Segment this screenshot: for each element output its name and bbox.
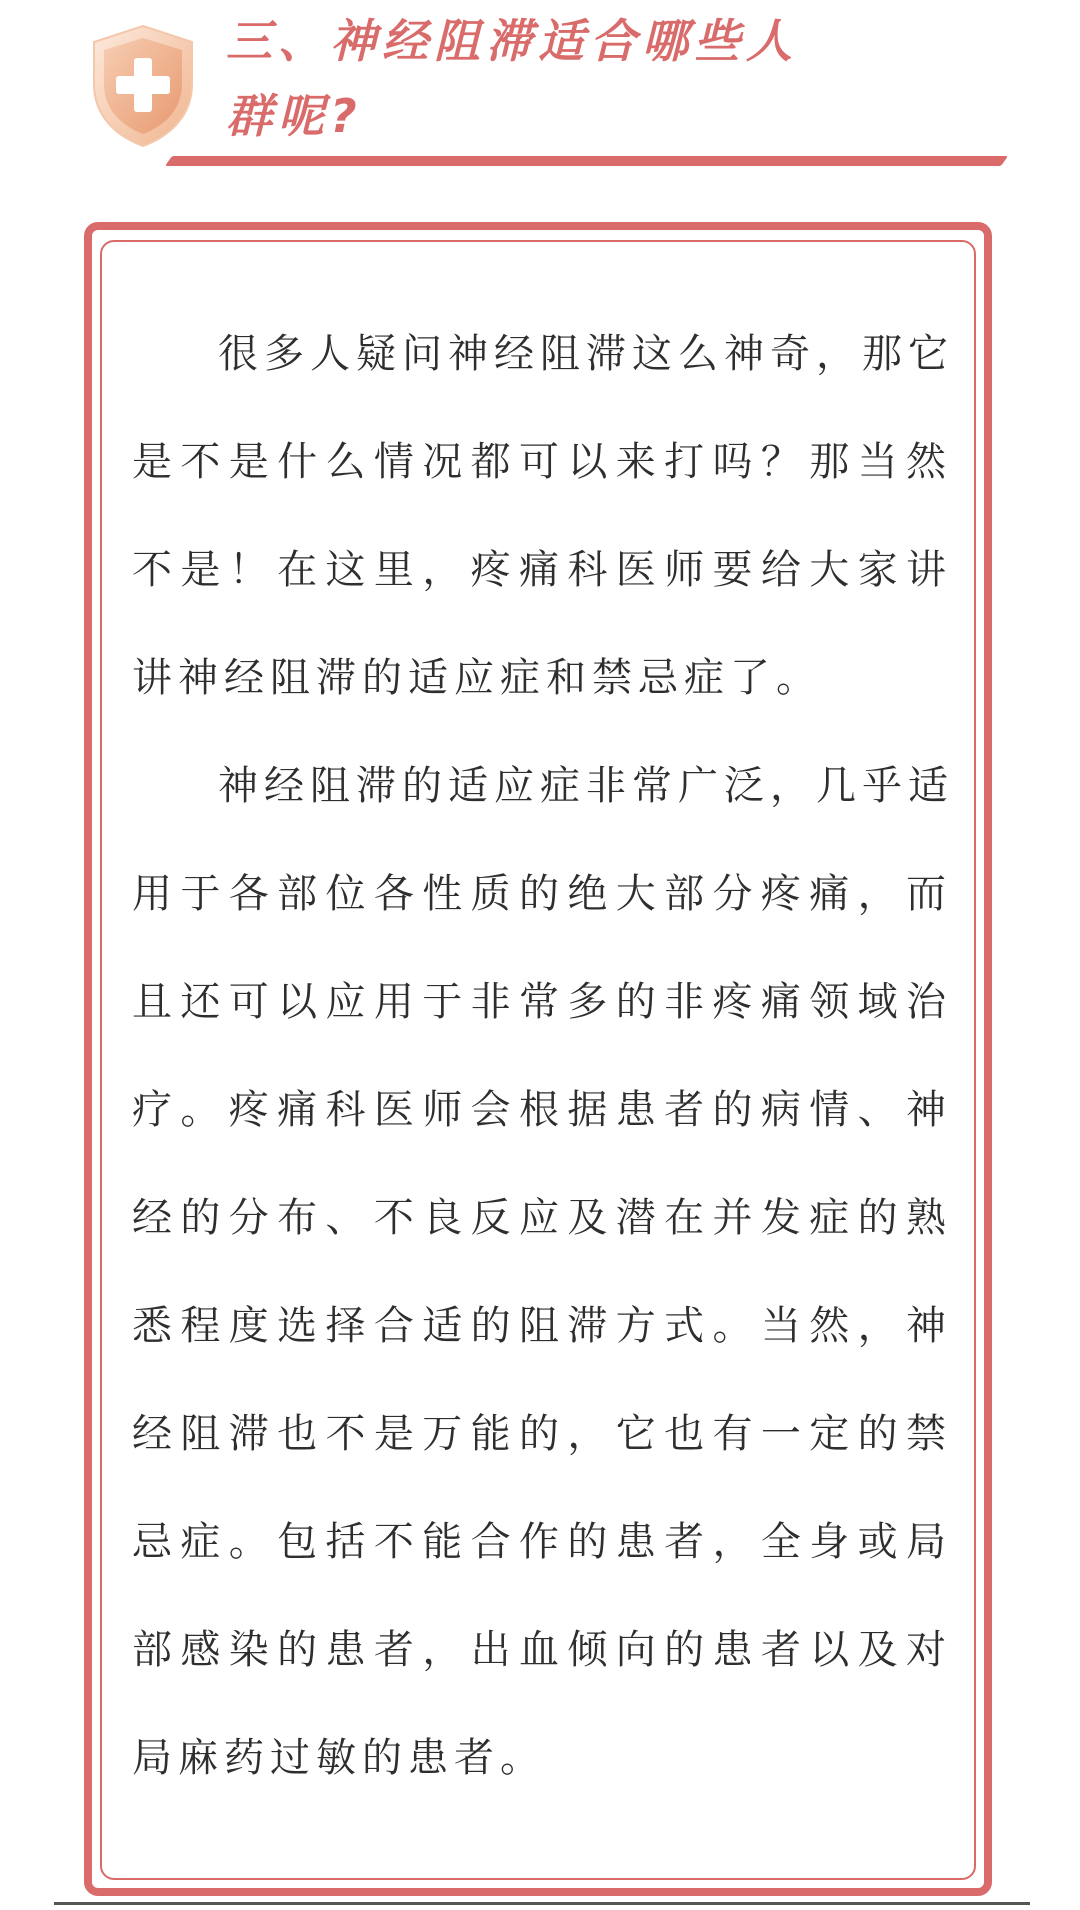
- text-line: 不是！在这里，疼痛科医师要给大家讲: [132, 547, 952, 593]
- text-line: 用于各部位各性质的绝大部分疼痛，而: [132, 871, 952, 917]
- section-title-line-2: 群呢?: [226, 89, 363, 143]
- text-line: 经阻滞也不是万能的，它也有一定的禁: [132, 1411, 952, 1457]
- paragraph-1: [132, 300, 952, 732]
- text-line: 悉程度选择合适的阻滞方式。当然，神: [132, 1303, 952, 1349]
- section-title: [226, 4, 906, 154]
- section-header: [0, 0, 1080, 180]
- text-line: 很多人疑问神经阻滞这么神奇，那它: [218, 331, 954, 377]
- text-line: 经的分布、不良反应及潜在并发症的熟: [132, 1195, 952, 1241]
- text-line: 疗。疼痛科医师会根据患者的病情、神: [132, 1087, 952, 1133]
- text-line: 讲神经阻滞的适应症和禁忌症了。: [132, 655, 822, 701]
- text-line: 是不是什么情况都可以来打吗？那当然: [132, 439, 952, 485]
- paragraph-2: [132, 732, 952, 1812]
- title-underline: [165, 156, 1008, 166]
- bottom-divider: [54, 1902, 1030, 1905]
- text-line: 忌症。包括不能合作的患者，全身或局: [132, 1519, 952, 1565]
- shield-plus-icon: [88, 22, 198, 150]
- text-line: 局麻药过敏的患者。: [132, 1735, 546, 1781]
- text-line: 神经阻滞的适应症非常广泛，几乎适: [218, 763, 954, 809]
- article-body: [132, 300, 952, 1812]
- section-title-line-1: 三、神经阻滞适合哪些人: [226, 14, 798, 68]
- text-line: 且还可以应用于非常多的非疼痛领域治: [132, 979, 952, 1025]
- text-line: 部感染的患者，出血倾向的患者以及对: [132, 1627, 952, 1673]
